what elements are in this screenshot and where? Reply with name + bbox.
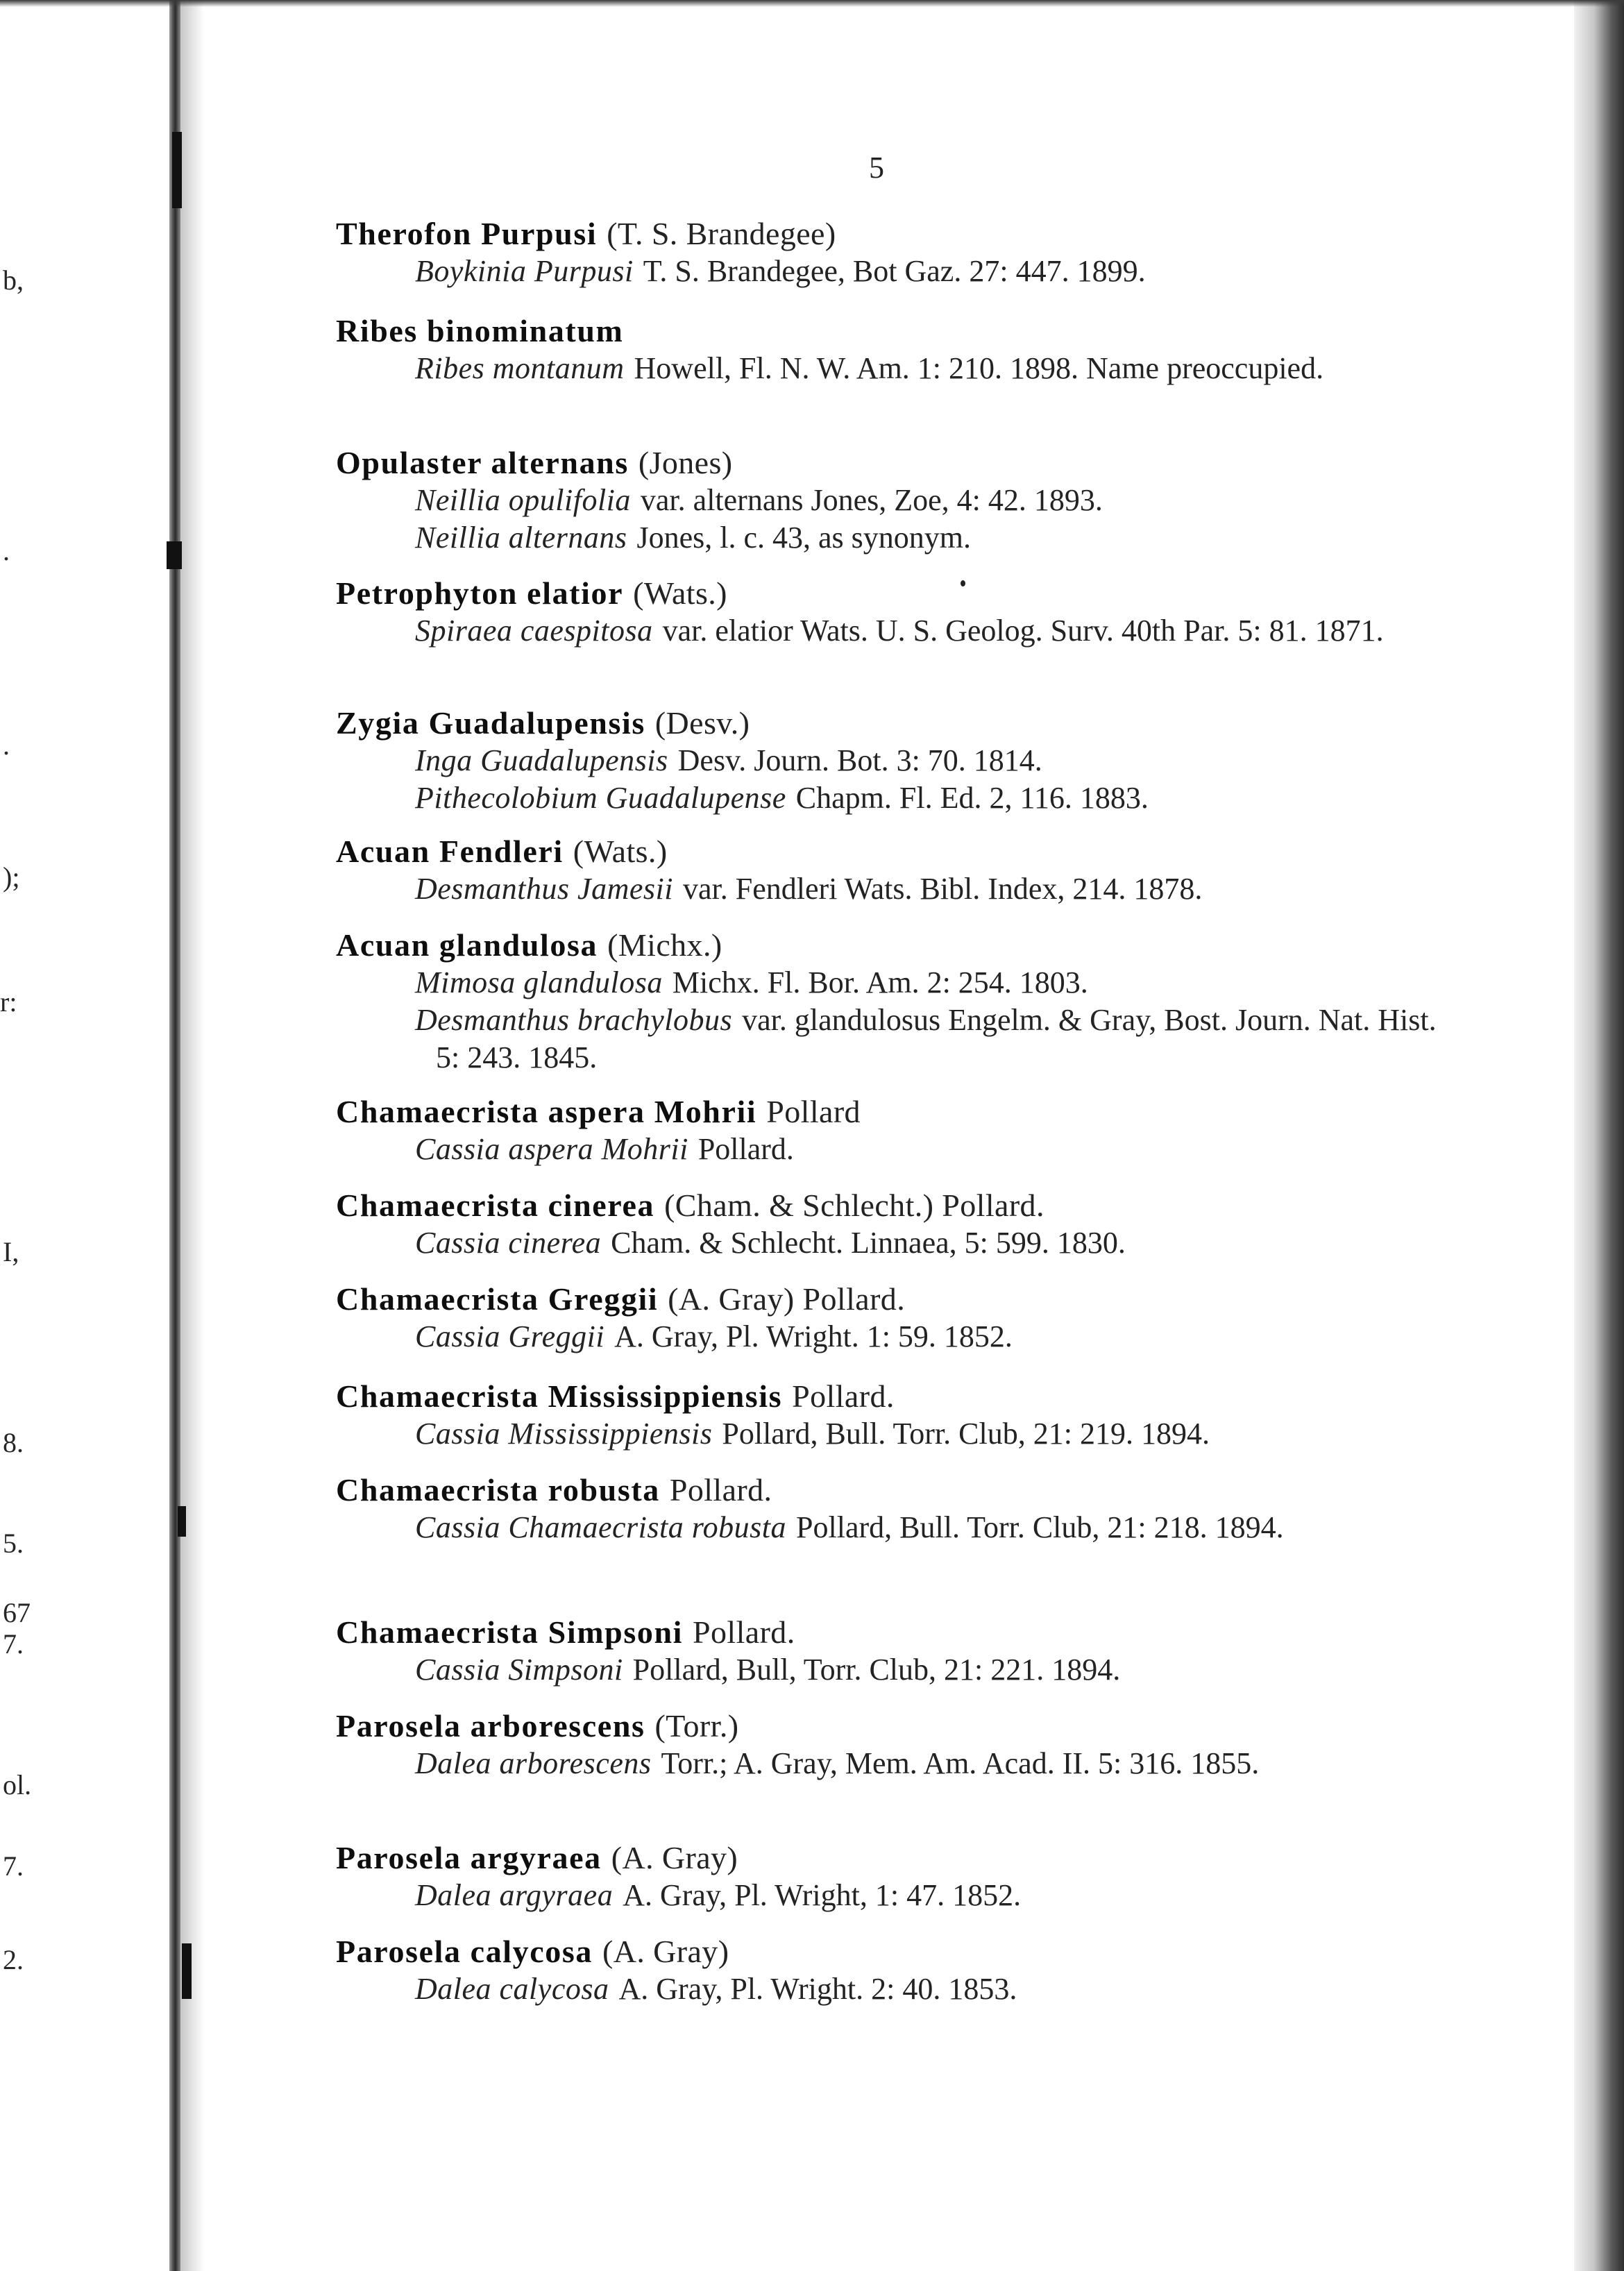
synonym-line bbox=[336, 870, 1446, 908]
authority: (Wats.) bbox=[573, 834, 668, 869]
page-top-edge bbox=[0, 0, 1624, 7]
synonym-citation: A. Gray, Pl. Wright. 2: 40. 1853. bbox=[618, 1972, 1017, 2006]
accepted-name bbox=[336, 1614, 1446, 1651]
page-number: 5 bbox=[869, 151, 884, 185]
synonym-line bbox=[336, 482, 1446, 519]
synonym-line bbox=[336, 1877, 1446, 1914]
synonym-taxon: Ribes montanum bbox=[415, 351, 625, 385]
species-entry bbox=[336, 1471, 1446, 1546]
authority: (A. Gray) bbox=[611, 1840, 738, 1875]
facing-page-fragment: . bbox=[3, 535, 10, 566]
authority: (Michx.) bbox=[607, 927, 722, 963]
synonym-line bbox=[336, 253, 1446, 290]
accepted-name-text: Chamaecrista Mississippiensis bbox=[336, 1378, 783, 1414]
accepted-name-text: Therofon Purpusi bbox=[336, 216, 598, 251]
synonym-taxon: Neillia alternans bbox=[415, 521, 627, 555]
synonym-citation: A. Gray, Pl. Wright, 1: 47. 1852. bbox=[623, 1878, 1022, 1912]
synonym-taxon: Dalea calycosa bbox=[415, 1972, 609, 2006]
facing-page-fragment: . bbox=[3, 729, 10, 761]
accepted-name-text: Chamaecrista robusta bbox=[336, 1472, 660, 1508]
species-entry bbox=[336, 927, 1446, 1077]
species-entry bbox=[336, 312, 1446, 387]
synonym-citation: var. Fendleri Wats. Bibl. Index, 214. 1878. bbox=[682, 872, 1203, 906]
synonym-citation: Torr.; A. Gray, Mem. Am. Acad. II. 5: 316. 1855. bbox=[661, 1746, 1260, 1780]
accepted-name-text: Chamaecrista Simpsoni bbox=[336, 1614, 684, 1650]
synonym-taxon: Spiraea caespitosa bbox=[415, 614, 653, 648]
authority: (A. Gray) Pollard. bbox=[668, 1281, 906, 1317]
synonym-taxon: Cassia Mississippiensis bbox=[415, 1417, 713, 1451]
accepted-name bbox=[336, 1707, 1446, 1745]
authority: Pollard bbox=[766, 1094, 861, 1129]
facing-page-fragment: 5. bbox=[3, 1528, 24, 1559]
species-entry bbox=[336, 1707, 1446, 1782]
synonym-taxon: Dalea argyraea bbox=[415, 1878, 614, 1912]
margin-mark bbox=[182, 1943, 192, 1999]
accepted-name bbox=[336, 1281, 1446, 1318]
synonym-line bbox=[336, 1318, 1446, 1356]
synonym-line bbox=[336, 1131, 1446, 1168]
accepted-name-text: Petrophyton elatior bbox=[336, 575, 624, 611]
accepted-name bbox=[336, 1093, 1446, 1131]
accepted-name bbox=[336, 444, 1446, 482]
accepted-name-text: Chamaecrista aspera Mohrii bbox=[336, 1094, 757, 1129]
synonym-taxon: Cassia aspera Mohrii bbox=[415, 1132, 688, 1166]
species-entry bbox=[336, 1614, 1446, 1689]
facing-page-edge bbox=[0, 0, 174, 2271]
accepted-name bbox=[336, 1378, 1446, 1415]
synonym-line bbox=[336, 1415, 1446, 1453]
species-entry bbox=[336, 1187, 1446, 1262]
synonym-citation: Pollard, Bull, Torr. Club, 21: 221. 1894. bbox=[632, 1653, 1121, 1687]
synonym-citation: var. alternans Jones, Zoe, 4: 42. 1893. bbox=[640, 483, 1103, 517]
accepted-name-text: Ribes binominatum bbox=[336, 313, 624, 348]
accepted-name-text: Acuan glandulosa bbox=[336, 927, 598, 963]
authority: Pollard. bbox=[792, 1378, 895, 1414]
authority: (Wats.) bbox=[633, 575, 727, 611]
synonym-taxon: Inga Guadalupensis bbox=[415, 743, 668, 777]
synonym-citation: T. S. Brandegee, Bot Gaz. 27: 447. 1899. bbox=[643, 254, 1146, 288]
accepted-name bbox=[336, 1471, 1446, 1509]
accepted-name bbox=[336, 1839, 1446, 1877]
accepted-name bbox=[336, 312, 1446, 350]
facing-page-fragment: r: bbox=[0, 986, 17, 1018]
synonym-line bbox=[336, 1970, 1446, 2008]
margin-mark bbox=[178, 1506, 186, 1537]
synonym-citation: Pollard, Bull. Torr. Club, 21: 219. 1894. bbox=[722, 1417, 1210, 1451]
facing-page-fragment: 8. bbox=[3, 1427, 24, 1458]
accepted-name bbox=[336, 1933, 1446, 1970]
synonym-taxon: Cassia cinerea bbox=[415, 1226, 602, 1260]
synonym-line bbox=[336, 1509, 1446, 1546]
synonym-taxon: Cassia Chamaecrista robusta bbox=[415, 1510, 787, 1544]
accepted-name bbox=[336, 927, 1446, 964]
facing-page-fragment: 7. bbox=[3, 1850, 24, 1882]
authority: (A. Gray) bbox=[602, 1934, 729, 1969]
synonym-citation: Michx. Fl. Bor. Am. 2: 254. 1803. bbox=[672, 965, 1088, 999]
facing-page-fragment: b, bbox=[3, 264, 24, 296]
accepted-name-text: Acuan Fendleri bbox=[336, 834, 564, 869]
authority: (Cham. & Schlecht.) Pollard. bbox=[664, 1188, 1044, 1223]
synonym-line bbox=[336, 1224, 1446, 1262]
authority: (T. S. Brandegee) bbox=[607, 216, 836, 251]
accepted-name-text: Chamaecrista cinerea bbox=[336, 1188, 655, 1223]
synonym-citation: Cham. & Schlecht. Linnaea, 5: 599. 1830. bbox=[611, 1226, 1126, 1260]
species-entry bbox=[336, 1839, 1446, 1914]
accepted-name bbox=[336, 215, 1446, 253]
synonym-line bbox=[336, 779, 1446, 817]
synonym-line bbox=[336, 964, 1446, 1002]
authority: (Jones) bbox=[638, 445, 733, 480]
synonym-citation: Pollard, Bull. Torr. Club, 21: 218. 1894. bbox=[796, 1510, 1284, 1544]
synonym-citation: Howell, Fl. N. W. Am. 1: 210. 1898. Name preoccupied. bbox=[634, 351, 1324, 385]
facing-page-fragment: 2. bbox=[3, 1944, 24, 1975]
synonym-taxon: Boykinia Purpusi bbox=[415, 254, 634, 288]
synonym-taxon: Desmanthus Jamesii bbox=[415, 872, 673, 906]
authority: (Desv.) bbox=[654, 705, 750, 741]
authority: (Torr.) bbox=[654, 1708, 739, 1744]
accepted-name bbox=[336, 575, 1446, 612]
accepted-name-text: Zygia Guadalupensis bbox=[336, 705, 645, 741]
synonym-line bbox=[336, 1002, 1446, 1077]
accepted-name-text: Chamaecrista Greggii bbox=[336, 1281, 659, 1317]
facing-page-fragment: 67 bbox=[3, 1597, 31, 1628]
synonym-citation: var. elatior Wats. U. S. Geolog. Surv. 40th Par. 5: 81. 1871. bbox=[662, 614, 1384, 648]
authority: Pollard. bbox=[693, 1614, 795, 1650]
gutter-shadow bbox=[180, 0, 204, 2271]
authority: Pollard. bbox=[669, 1472, 772, 1508]
facing-page-fragment: I, bbox=[3, 1236, 19, 1267]
accepted-name-text: Parosela arborescens bbox=[336, 1708, 645, 1744]
synonym-line bbox=[336, 1651, 1446, 1689]
accepted-name bbox=[336, 1187, 1446, 1224]
page-right-edge bbox=[1574, 0, 1624, 2271]
synonym-taxon: Cassia Greggii bbox=[415, 1319, 605, 1353]
synonym-line bbox=[336, 519, 1446, 557]
species-entry bbox=[336, 444, 1446, 557]
synonym-taxon: Desmanthus brachylobus bbox=[415, 1003, 733, 1037]
synonym-citation: Chapm. Fl. Ed. 2, 116. 1883. bbox=[795, 781, 1149, 815]
accepted-name-text: Opulaster alternans bbox=[336, 445, 629, 480]
synonym-taxon: Neillia opulifolia bbox=[415, 483, 631, 517]
species-entry bbox=[336, 833, 1446, 908]
synonym-citation: A. Gray, Pl. Wright. 1: 59. 1852. bbox=[614, 1319, 1013, 1353]
accepted-name-text: Parosela calycosa bbox=[336, 1934, 593, 1969]
margin-mark bbox=[172, 132, 182, 208]
species-entry bbox=[336, 1093, 1446, 1168]
accepted-name bbox=[336, 833, 1446, 870]
facing-page-fragment: ol. bbox=[3, 1769, 32, 1800]
species-entry bbox=[336, 1378, 1446, 1453]
margin-mark bbox=[167, 541, 182, 569]
accepted-name bbox=[336, 704, 1446, 742]
synonym-citation: var. glandulosus Engelm. & Gray, Bost. Journ. Nat. Hist. 5: 243. 1845. bbox=[436, 1003, 1437, 1074]
synonym-line bbox=[336, 350, 1446, 387]
synonym-taxon: Pithecolobium Guadalupense bbox=[415, 781, 786, 815]
species-entry bbox=[336, 1281, 1446, 1356]
synonym-taxon: Mimosa glandulosa bbox=[415, 965, 663, 999]
species-entry bbox=[336, 704, 1446, 817]
synonym-citation: Jones, l. c. 43, as synonym. bbox=[636, 521, 972, 555]
species-entry bbox=[336, 1933, 1446, 2008]
accepted-name-text: Parosela argyraea bbox=[336, 1840, 602, 1875]
synonym-citation: Pollard. bbox=[697, 1132, 794, 1166]
synonym-taxon: Dalea arborescens bbox=[415, 1746, 652, 1780]
species-entry bbox=[336, 575, 1446, 650]
synonym-citation: Desv. Journ. Bot. 3: 70. 1814. bbox=[677, 743, 1042, 777]
facing-page-fragment: ); bbox=[3, 861, 20, 893]
synonym-line bbox=[336, 1745, 1446, 1782]
facing-page-fragment: 7. bbox=[3, 1628, 24, 1660]
synonym-line bbox=[336, 742, 1446, 779]
book-gutter bbox=[169, 0, 180, 2271]
synonym-taxon: Cassia Simpsoni bbox=[415, 1653, 623, 1687]
species-entry bbox=[336, 215, 1446, 290]
synonym-line bbox=[336, 612, 1446, 650]
